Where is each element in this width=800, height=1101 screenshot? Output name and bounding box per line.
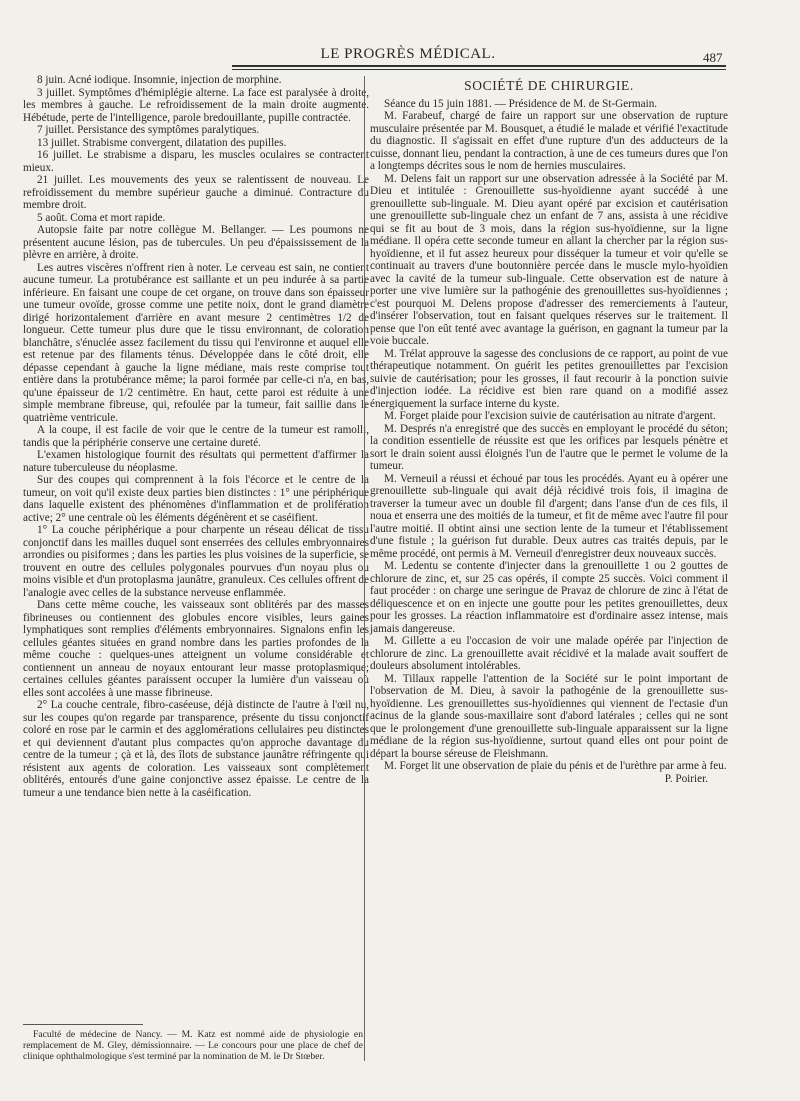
- paragraph: M. Delens fait un rapport sur une observation adressée à la Société par M. Dieu et intitulée : Grenouillette sus-hyoïdienne ayant succédé à une grenouillette sub-linguale. M. Dieu ayant opéré par excision et cautérisation une grenouillette sub-linguale chez un enfant de 7 ans, assista à une récidive qui se fit au bout de 3 mois, dans la région sus-hyoïdienne, sur la ligne médiane. Il opéra cette seconde tumeur en allant la chercher par la région sus-hyoïdienne, et il fut assez heureux pour disséquer la tumeur et voir qu'elle se continuait au travers d'une boutonnière percée dans le muscle mylo-hyoïdien avec la cavité de la tumeur sub-linguale. Cette observation est de nature à porter une vive lumière sur la pathogénie des grenouillettes sus-hyoïdiennes ; c'est pourquoi M. Delens propose d'adresser des remerciements à l'auteur, d'insérer l'observation, tout en faisant quelques réserves sur le traitement. Il pense que l'on eût tenté avec avantage la guérison, en gagnant la tumeur par la voie buccale.: [370, 172, 728, 347]
- running-head: LE PROGRÈS MÉDICAL.: [320, 46, 496, 62]
- paragraph: M. Farabeuf, chargé de faire un rapport sur une observation de rupture musculaire présentée par M. Bousquet, a étudié le malade et vérifié l'exactitude du diagnostic. Il s'agissait en effet d'une rupture d'un des adducteurs de la cuisse, donnant lieu, pendant la contraction, à une de ces tumeurs dures que l'on a longtemps décrites sous le nom de hernies musculaires.: [370, 110, 728, 172]
- paragraph: L'examen histologique fournit des résultats qui permettent d'affirmer la nature tuberculeuse du néoplasme.: [23, 449, 369, 474]
- paragraph: 7 juillet. Persistance des symptômes paralytiques.: [37, 124, 260, 136]
- paragraph: M. Trélat approuve la sagesse des conclusions de ce rapport, au point de vue thérapeutique notamment. On guérit les petites grenouillettes par l'excision suivie de cautérisation; pour les grosses, il faut recourir à la ponction suivie d'injection iodée. La récidive est bien rare quand on a modifié assez énergiquement la surface interne du kyste.: [370, 347, 728, 410]
- paragraph: M. Verneuil a réussi et échoué par tous les procédés. Ayant eu à opérer une grenouillette sub-linguale qui avait déjà récidivé trois fois, il imagina de traverser la tumeur avec un double fil d'argent; dans l'anse d'un de ces fils, il noua et enserra une des moitiés de la tumeur, et fit de même avec l'autre fil pour l'autre moitié. Il obtint ainsi une section lente de la tumeur et l'établissement d'une fistule ; la guérison fut durable. Deux autres cas traités depuis, par le même procédé, ont permis à M. Verneuil d'enregistrer deux nouveaux succès.: [370, 472, 728, 560]
- page-number: 487: [703, 50, 723, 65]
- paragraph: 16 juillet. Le strabisme a disparu, les muscles oculaires se contractent mieux.: [23, 149, 369, 174]
- right-column: [370, 74, 728, 785]
- paragraph: 8 juin. Acné iodique. Insomnie, injection de morphine.: [37, 74, 282, 86]
- paragraph: 1° La couche périphérique a pour charpente un réseau délicat de tissu conjonctif dans les mailles duquel sont enserrées des cellules embryonnaires arrondies ou pisiformes ; dans les parties les plus voisines de la superficie, se trouvent en outre des cellules polygonales pourvues d'un noyau plus ou moins visible et d'un protoplasma jaunâtre, granuleux. Ces cellules offrent de l'analogie avec celles de la substance nerveuse enflammée.: [23, 524, 369, 599]
- paragraph: Dans cette même couche, les vaisseaux sont oblitérés par des masses fibrineuses ou contiennent des globules encore visibles, leurs gaines lymphatiques sont remplies d'éléments embryonnaires. Signalons enfin les cellules géantes situées en grand nombre dans les parties profondes de la même couche : quelques-unes atteignent un volume considérable et contiennent un anneau de noyaux entourant leur masse protoplasmique; certaines cellules géantes paraissent occuper la lumière d'un vaisseau où elles sont accolées à une masse fibrineuse.: [23, 599, 369, 699]
- paragraph: Les autres viscères n'offrent rien à noter. Le cerveau est sain, ne contient aucune tumeur. La protubérance est saillante et un peu indurée à sa partie inférieure. En faisant une coupe de cet organe, on trouve dans son épaisseur une tumeur ovoïde, grosse comme une petite noix, dont le grand diamètre dirigé horizontalement d'arrière en avant mesure 2 centimètres 1/2 de longueur. Cette tumeur plus dure que le tissu environnant, de coloration blanchâtre, s'énuclée assez facilement du tissu qui l'environne et auquel elle est retenue par des filaments ténus. Développée dans le côté droit, elle dépasse cependant à gauche la ligne médiane, mais reste comprise tout entière dans la protubérance même; la paroi formée par celle-ci n'a, en bas, qu'une épaisseur de 1/2 centimètre. En haut, cette paroi est réduite à une simple membrane fibreuse, qui, refoulée par la tumeur, fait saillie dans le quatrième ventricule.: [23, 261, 369, 424]
- paragraph: Autopsie faite par notre collègue M. Bellanger. — Les poumons ne présentent aucune lésion, pas de tubercules. Un peu d'épaississement de la plèvre en arrière, à droite.: [23, 224, 369, 261]
- footnote: [23, 1029, 363, 1062]
- paragraph: 13 juillet. Strabisme convergent, dilatation des pupilles.: [37, 136, 287, 149]
- paragraph: M. Ledentu se contente d'injecter dans la grenouillette 1 ou 2 gouttes de chlorure de zinc, et, sur 25 cas opérés, il compte 25 succès. Voici comment il faut procéder : on charge une seringue de Pravaz de chlorure de zinc à l'état de déliquescence et on en injecte une goutte pour les petites grenouillettes, deux pour les grosses. La réaction inflammatoire est d'ordinaire assez intense, mais jamais dangereuse.: [370, 560, 728, 635]
- paragraph: 21 juillet. Les mouvements des yeux se ralentissent de nouveau. Le refroidissement du membre supérieur gauche a diminué. Contracture du membre droit.: [23, 174, 369, 211]
- paragraph: 3 juillet. Symptômes d'hémiplégie alterne. La face est paralysée à droite, les membres à gauche. Le refroidissement de la main droite augmente. Hébétude, perte de l'intelligence, parole bredouillante, pupille contractée.: [23, 86, 369, 124]
- section-title: SOCIÉTÉ DE CHIRURGIE.: [464, 78, 634, 93]
- paragraph: M. Forget plaide pour l'excision suivie de cautérisation au nitrate d'argent.: [384, 410, 716, 422]
- left-column: [23, 74, 369, 799]
- paragraph: M. Forget lit une observation de plaie du pénis et de l'urèthre par arme à feu.: [384, 760, 727, 772]
- paragraph: M. Després n'a enregistré que des succès en employant le procédé du séton; la condition essentielle de réussite est que les orifices par lesquels pénètre et sort le drain soient aussi éloignés l'un de l'autre que le permet le volume de la tumeur.: [370, 422, 728, 472]
- paragraph: M. Tillaux rappelle l'attention de la Société sur le point important de l'observation de M. Dieu, à savoir la pathogénie de la grenouillette sus-hyoïdienne. Les grenouillettes sus-hyoïdiennes qui viennent de l'ectasie d'un acinus de la glande sous-maxillaire sont d'abord latérales ; celles qui ne sont que le prolongement d'une grenouillette sub-linguale apparaissent sur la ligne médiane de la région sus-hyoïdienne, surtout quand elles ont pour point de départ la bourse séreuse de Fleishmann.: [370, 672, 728, 760]
- footnote-rule: [23, 1024, 143, 1025]
- paragraph: Sur des coupes qui comprennent à la fois l'écorce et le centre de la tumeur, on voit qu'il existe deux parties bien distinctes : 1° une périphérique dans laquelle existent des phénomènes d'inflammation et de prolifération active; 2° une centrale où les éléments dégénèrent et se caséifient.: [23, 474, 369, 524]
- session-line: Séance du 15 juin 1881. — Présidence de M. de St-Germain.: [384, 97, 658, 110]
- column-divider: [364, 76, 365, 1061]
- header-rule: [232, 65, 726, 67]
- paragraph: A la coupe, il est facile de voir que le centre de la tumeur est ramolli, tandis que la périphérie conserve une certaine dureté.: [23, 424, 369, 449]
- header-rule-thin: [232, 69, 726, 70]
- signature: P. Poirier.: [664, 772, 708, 785]
- paragraph: M. Gillette a eu l'occasion de voir une malade opérée par l'injection de chlorure de zinc. La grenouillette avait récidivé et la malade avait souffert de douleurs absolument intolérables.: [370, 635, 728, 672]
- paragraph: 2° La couche centrale, fibro-caséeuse, déjà distincte de l'autre à l'œil nu, sur les coupes qu'on regarde par transparence, présente du tissu conjonctif coloré en rose par le carmin et des agglomérations cellulaires peu distinctes et qui deviennent d'autant plus compactes qu'on approche davantage du centre de la tumeur ; çà et là, des îlots de substance jaunâtre réfringente qui résistent aux agents de coloration. Les vaisseaux sont complètement oblitérés, entourés d'une gaine conjonctive assez épaisse. Le centre de la tumeur a une tendance bien nette à la caséification.: [23, 699, 369, 799]
- paragraph: 5 août. Coma et mort rapide.: [37, 211, 166, 224]
- footnote-text: Faculté de médecine de Nancy. — M. Katz est nommé aide de physiologie en remplacement de M. Gley, démissionnaire. — Le concours pour une place de chef de clinique ophthalmologique s'est terminé par la nomination de M. le Dr Stœber.: [23, 1029, 363, 1062]
